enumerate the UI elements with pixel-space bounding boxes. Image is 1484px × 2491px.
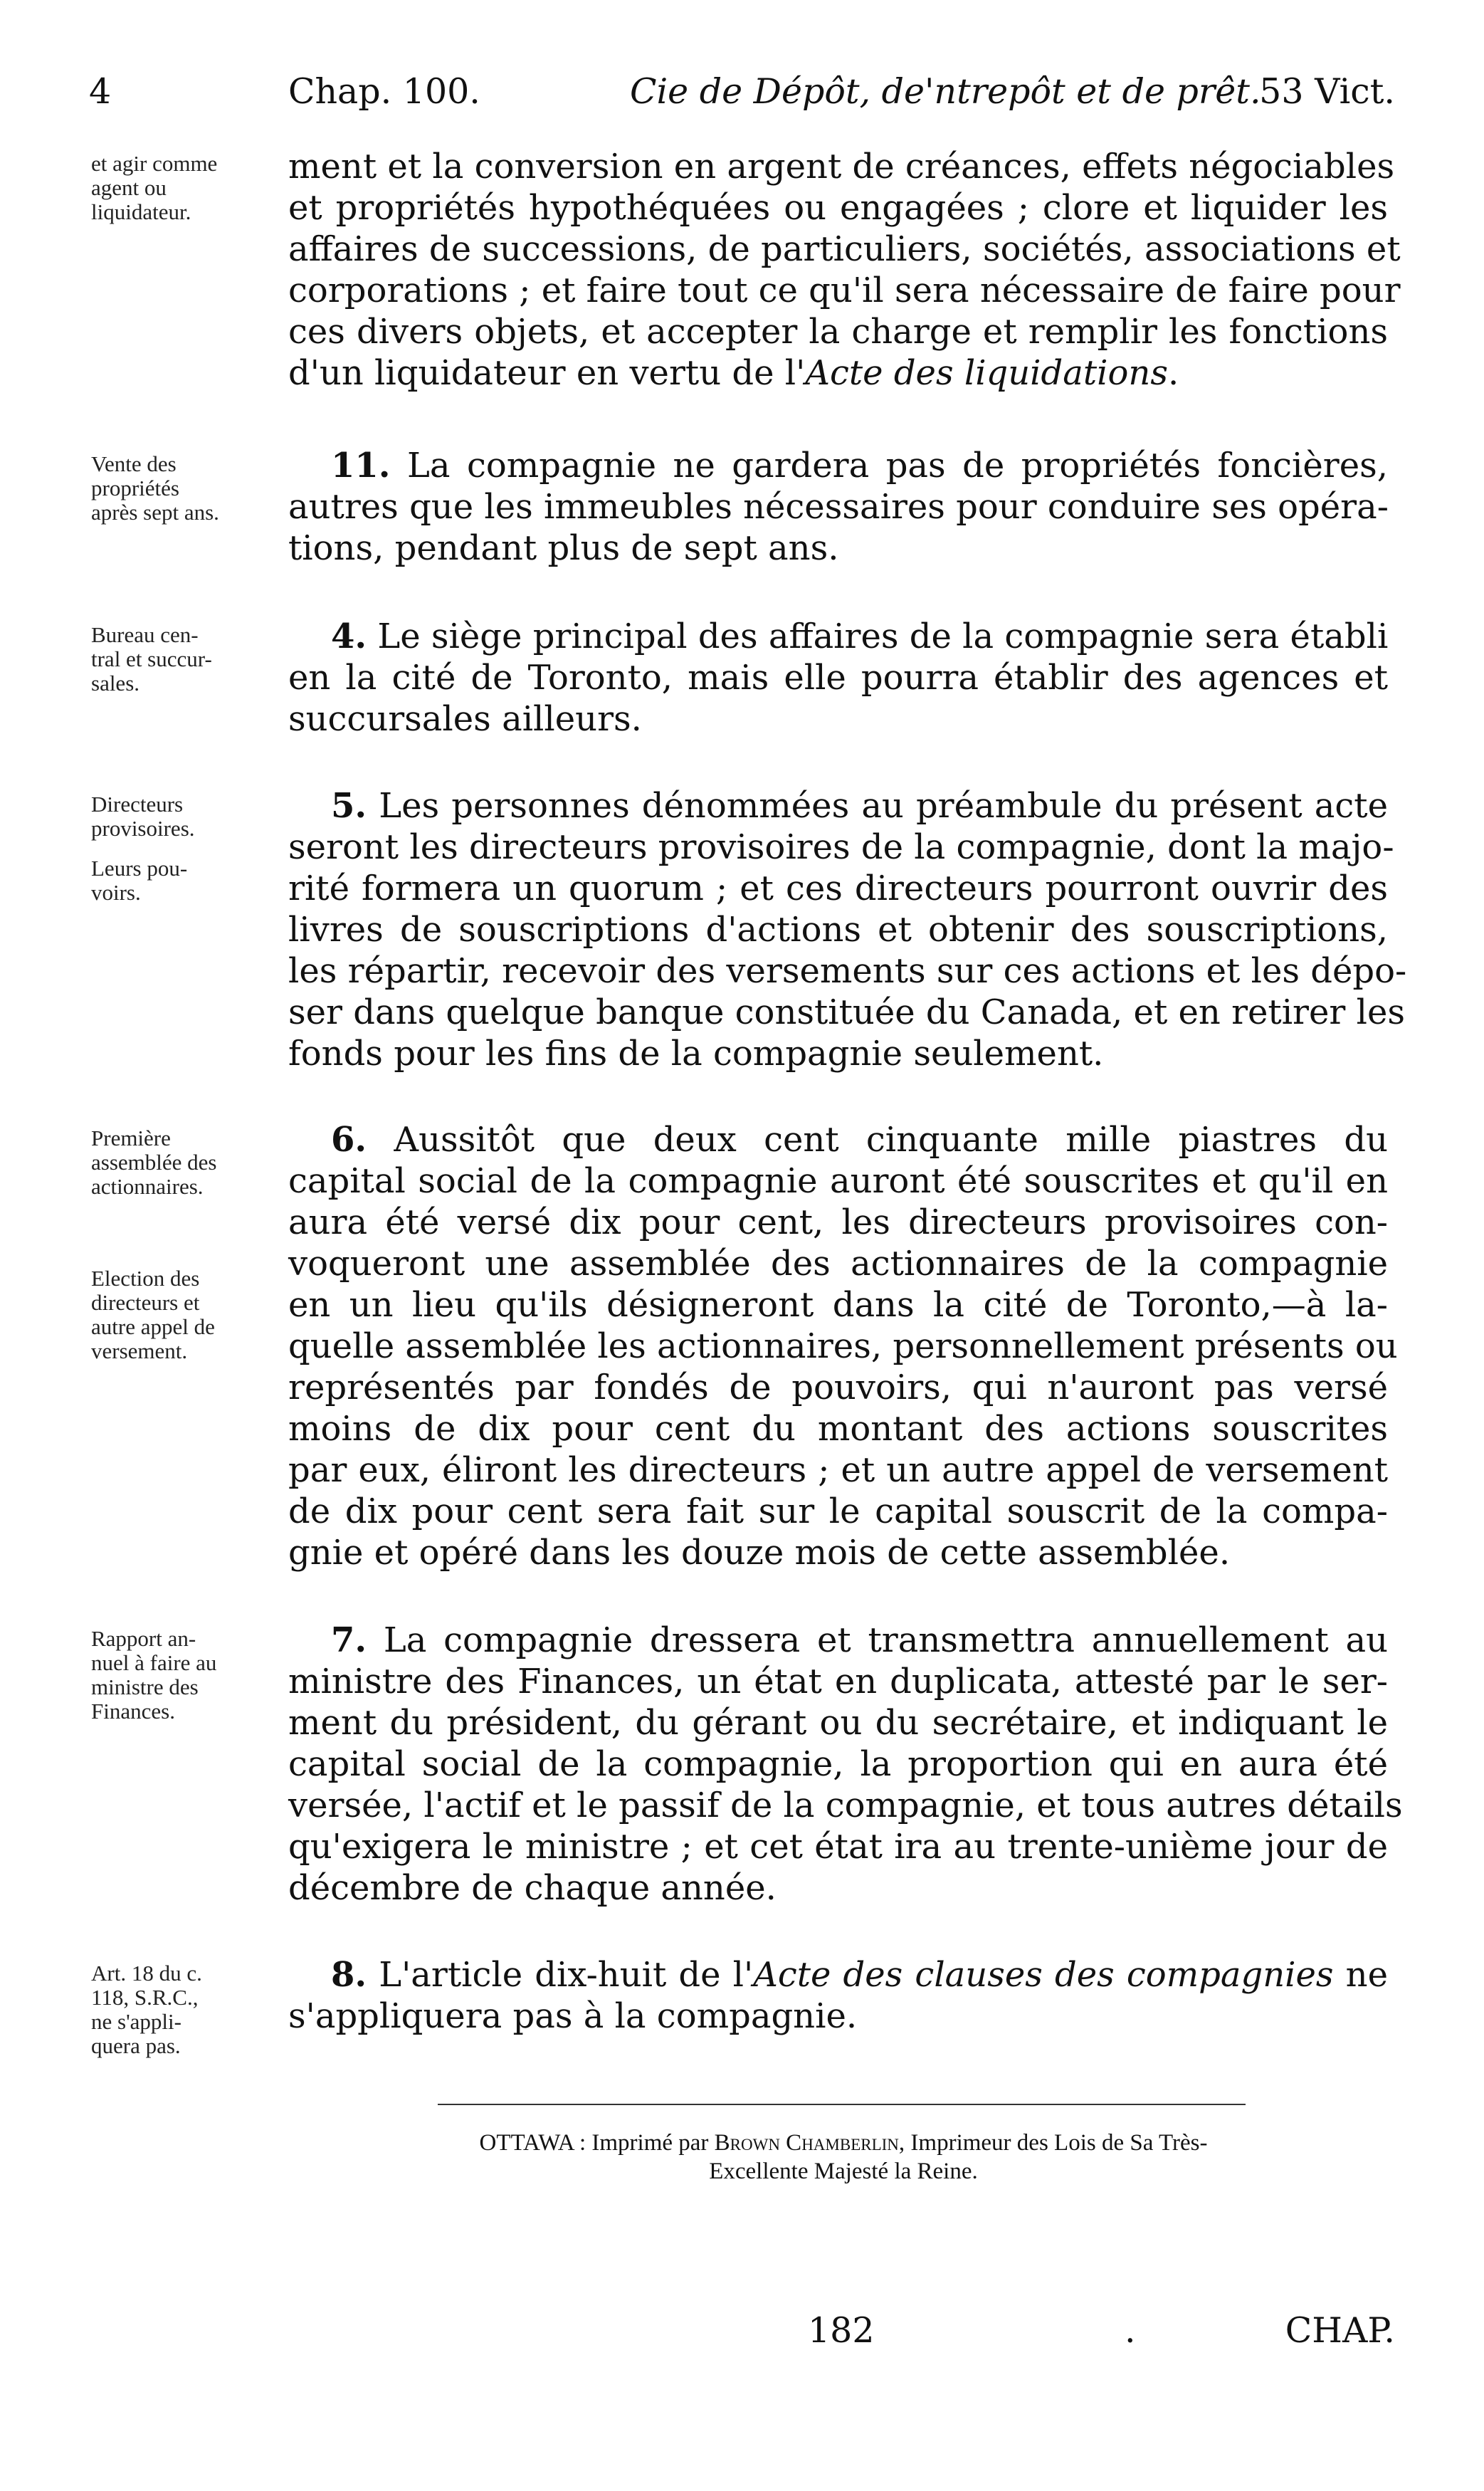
margin-note: Bureau cen- tral et succur- sales. (91, 622, 212, 696)
text-line: autres que les immeubles nécessaires pour conduire ses opéra- (288, 487, 1389, 527)
text-line: succursales ailleurs. (288, 699, 642, 739)
section-number: 8. (331, 1955, 367, 1995)
text-line: 11. La compagnie ne gardera pas de propriétés foncières, (331, 446, 1388, 486)
text-line: livres de souscriptions d'actions et obtenir des souscriptions, (288, 910, 1388, 950)
running-header (89, 71, 1395, 128)
text-line: qu'exigera le ministre ; et cet état ira au trente-unième jour de (288, 1827, 1388, 1867)
section-number: 11. (331, 446, 391, 486)
footer-dot: . (1125, 2310, 1136, 2351)
text-line: gnie et opéré dans les douze mois de cette assemblée. (288, 1533, 1231, 1573)
section-number: 4. (331, 617, 367, 656)
text-line: et propriétés hypothéquées ou engagées ; clore et liquider les (288, 188, 1388, 228)
margin-note: Directeurs provisoires. Leurs pou- voirs. (91, 792, 195, 905)
printer-name: Brown Chamberlin (714, 2130, 899, 2156)
text-line: moins de dix pour cent du montant des actions souscrites (288, 1409, 1388, 1449)
margin-note: Première assemblée des actionnaires. Election des directeurs et autre appel de versement. (91, 1126, 217, 1363)
section-body (288, 1954, 1388, 2037)
text-line: quelle assemblée les actionnaires, personnellement présents ou (288, 1326, 1398, 1366)
text-line: versée, l'actif et le passif de la compagnie, et tous autres détails (288, 1785, 1403, 1825)
margin-note: et agir comme agent ou liquidateur. (91, 151, 218, 224)
text-line: 4. Le siège principal des affaires de la compagnie sera établi (331, 617, 1389, 656)
section-body (288, 616, 1388, 740)
text-line: corporations ; et faire tout ce qu'il sera nécessaire de faire pour (288, 271, 1401, 310)
text-line: 7. La compagnie dressera et transmettra annuellement au (331, 1620, 1388, 1660)
section-body (288, 445, 1388, 569)
text-line: ment du président, du gérant ou du secrétaire, et indiquant le (288, 1703, 1388, 1743)
section-body (288, 1620, 1403, 1909)
header-running-title: Cie de Dépôt, de'ntrepôt et de prêt. (630, 71, 1261, 112)
section-body (288, 785, 1407, 1074)
text-line: ser dans quelque banque constituée du Canada, et en retirer les (288, 992, 1405, 1032)
header-chapter: Chap. 100. (288, 71, 480, 112)
margin-note: Rapport an- nuel à faire au ministre des Finances. (91, 1626, 217, 1724)
header-regnal-year: 53 Vict. (1259, 71, 1395, 112)
text-line: capital social de la compagnie auront été souscrites et qu'il en (288, 1161, 1388, 1201)
text-line: s'appliquera pas à la compagnie. (288, 1996, 858, 2036)
divider-rule (438, 2104, 1246, 2105)
text-line: d'un liquidateur en vertu de l'Acte des liquidations. (288, 353, 1179, 393)
text-line: ministre des Finances, un état en duplicata, attesté par le ser- (288, 1662, 1388, 1701)
section-number: 5. (331, 786, 367, 826)
page-folio: 182 (808, 2310, 875, 2351)
header-page-number: 4 (89, 71, 112, 112)
text-line: en la cité de Toronto, mais elle pourra établir des agences et (288, 658, 1388, 698)
text-line: décembre de chaque année. (288, 1868, 777, 1908)
text-line: représentés par fondés de pouvoirs, qui n'auront pas versé (288, 1368, 1388, 1407)
text-line: de dix pour cent sera fait sur le capital souscrit de la compa- (288, 1491, 1388, 1531)
printer-imprint: OTTAWA : Imprimé par Brown Chamberlin, Imprimeur des Lois de Sa Très- Excellente Majesté la Reine. (479, 2130, 1208, 2184)
text-line: capital social de la compagnie, la proportion qui en aura été (288, 1744, 1388, 1784)
section-body (288, 146, 1401, 394)
text-line: ces divers objets, et accepter la charge et remplir les fonctions (288, 312, 1388, 352)
text-line: 8. L'article dix-huit de l'Acte des clauses des compagnies ne (331, 1955, 1389, 1995)
text-line: les répartir, recevoir des versements sur ces actions et les dépo- (288, 951, 1407, 991)
catchword: CHAP. (1285, 2310, 1395, 2351)
text-line: voqueront une assemblée des actionnaires de la compagnie (288, 1244, 1388, 1284)
text-line: ment et la conversion en argent de créances, effets négociables (288, 147, 1395, 187)
text-line: par eux, éliront les directeurs ; et un autre appel de versement (288, 1450, 1388, 1490)
section-number: 7. (331, 1620, 367, 1660)
text-line: seront les directeurs provisoires de la compagnie, dont la majo- (288, 827, 1394, 867)
text-line: 6. Aussitôt que deux cent cinquante mille piastres du (331, 1120, 1388, 1160)
section-body (288, 1119, 1398, 1573)
text-line: fonds pour les fins de la compagnie seulement. (288, 1034, 1104, 1074)
text-line: aura été versé dix pour cent, les directeurs provisoires con- (288, 1202, 1388, 1242)
text-line: tions, pendant plus de sept ans. (288, 528, 839, 568)
text-line: en un lieu qu'ils désigneront dans la cité de Toronto,—à la- (288, 1285, 1388, 1325)
text-line: 5. Les personnes dénommées au préambule du présent acte (331, 786, 1388, 826)
margin-note: Vente des propriétés après sept ans. (91, 451, 219, 525)
section-number: 6. (331, 1120, 367, 1160)
text-line: rité formera un quorum ; et ces directeurs pourront ouvrir des (288, 869, 1388, 908)
margin-note: Art. 18 du c. 118, S.R.C., ne s'appli- quera pas. (91, 1961, 202, 2058)
text-line: affaires de successions, de particuliers, sociétés, associations et (288, 229, 1401, 269)
